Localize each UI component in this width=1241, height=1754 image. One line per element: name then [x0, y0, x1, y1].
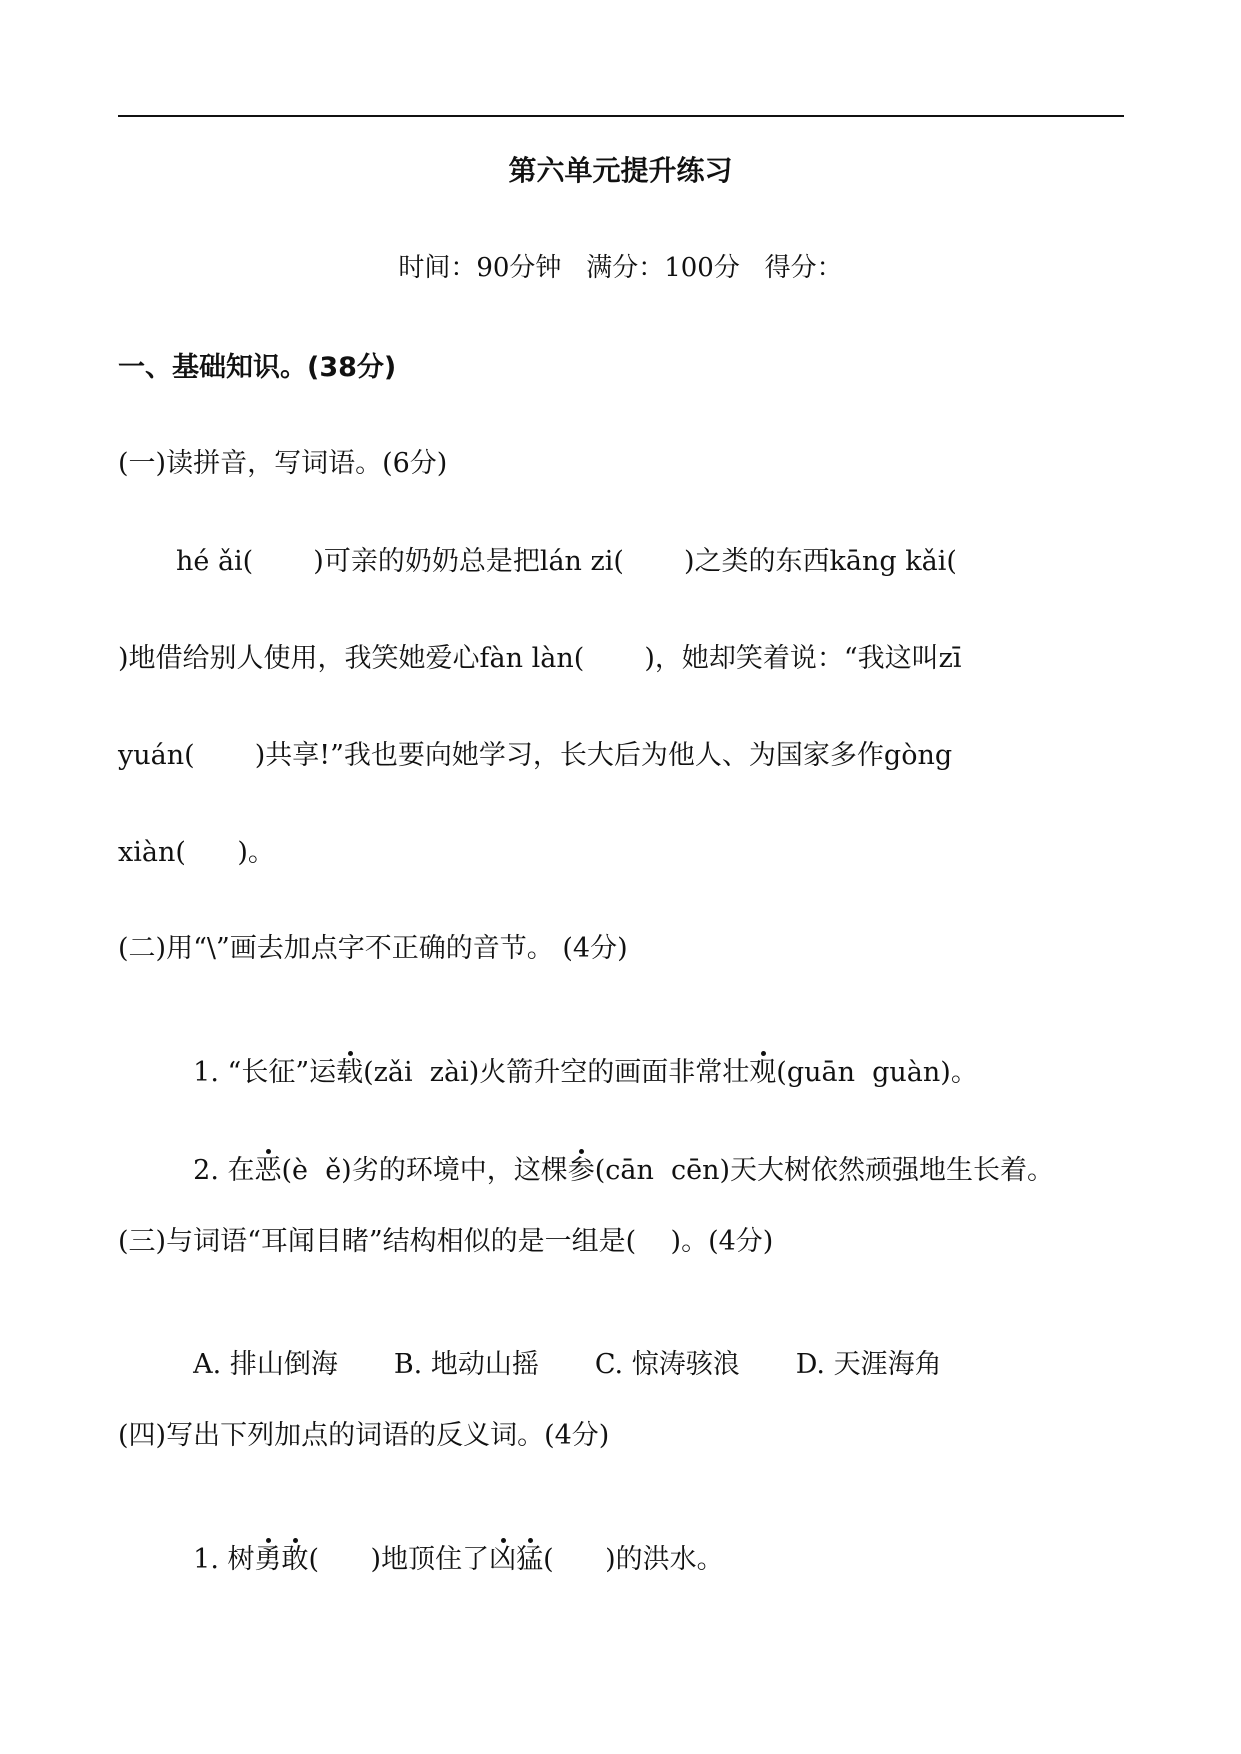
- item-text: (cān cēn)天大树依然顽强地生长着。: [594, 1155, 1055, 1186]
- exam-meta: 时间：90分钟 满分：100分 得分：: [398, 253, 843, 283]
- item-text: 1. “长征”运: [193, 1057, 337, 1088]
- dotted-character: 观: [749, 1057, 777, 1088]
- question-4-heading: (四)写出下列加点的词语的反义词。(4分): [118, 1420, 610, 1451]
- item-text: (zǎi zài)火箭升空的画面非常壮: [363, 1057, 750, 1088]
- item-text: ( )地顶住了: [308, 1544, 490, 1575]
- dotted-character: 猛: [516, 1544, 544, 1575]
- question-2-item-1: [176, 1032, 978, 1086]
- dotted-character: 载: [336, 1057, 364, 1088]
- item-text: 2. 在: [193, 1155, 255, 1186]
- option-d: D. 天涯海角: [795, 1349, 942, 1380]
- dotted-word: [255, 1544, 309, 1575]
- item-text: 1. 树: [193, 1544, 255, 1575]
- item-text: (guān guàn)。: [776, 1057, 978, 1088]
- dotted-word: [489, 1544, 543, 1575]
- dotted-character: 敢: [281, 1544, 309, 1575]
- question-1-line-3: yuán( )共享!”我也要向她学习，长大后为他人、为国家多作gòng: [118, 740, 953, 771]
- dotted-character: 凶: [489, 1544, 517, 1575]
- dotted-character: 恶: [254, 1155, 282, 1186]
- question-1-heading: (一)读拼音，写词语。(6分): [118, 448, 448, 479]
- item-text: (è ě)劣的环境中，这棵: [281, 1155, 568, 1186]
- question-4-item-1: [176, 1519, 724, 1573]
- dotted-character: 勇: [254, 1544, 282, 1575]
- question-3-options: [176, 1324, 998, 1378]
- option-a: A. 排山倒海: [193, 1349, 338, 1380]
- question-3-heading: (三)与词语“耳闻目睹”结构相似的是一组是( )。(4分): [118, 1226, 774, 1257]
- top-rule: [118, 115, 1124, 117]
- question-1-line-4: xiàn( )。: [118, 837, 275, 868]
- question-1-line-1: hé ǎi( )可亲的奶奶总是把lán zi( )之类的东西kāng kǎi(: [176, 546, 957, 577]
- dotted-character: 参: [567, 1155, 595, 1186]
- page-title: 第六单元提升练习: [508, 154, 733, 187]
- option-b: B. 地动山摇: [393, 1349, 539, 1380]
- section-heading-basics: 一、基础知识。(38分): [118, 352, 397, 383]
- option-c: C. 惊涛骇浪: [594, 1349, 740, 1380]
- question-1-line-2: )地借给别人使用，我笑她爱心fàn làn( )，她却笑着说：“我这叫zī: [118, 643, 962, 674]
- question-2-heading: (二)用“\”画去加点字不正确的音节。 (4分): [118, 933, 628, 964]
- item-text: ( )的洪水。: [543, 1544, 724, 1575]
- question-2-item-2: [176, 1130, 1054, 1184]
